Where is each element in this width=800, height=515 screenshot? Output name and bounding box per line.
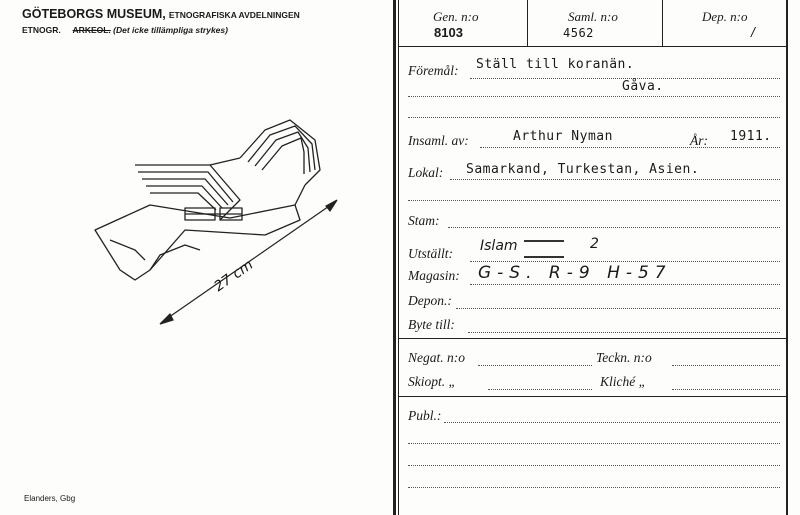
lower-rule — [398, 396, 787, 397]
kliche-line — [672, 389, 780, 390]
lokal-line — [450, 179, 780, 180]
saml-label: Saml. n:o — [568, 9, 618, 24]
museum-name: GÖTEBORGS MUSEUM, — [22, 7, 166, 21]
number-divider-1 — [527, 0, 528, 47]
utstallt-line — [470, 261, 780, 262]
kliche-label: Kliché „ — [600, 374, 647, 389]
dep-value: / — [751, 24, 755, 40]
publ-label: Publ.: — [408, 408, 442, 423]
strikeout-scribble — [524, 240, 564, 258]
department-name: ETNOGRAFISKA AVDELNINGEN — [168, 10, 300, 20]
lokal-line-2 — [408, 200, 780, 201]
gen-label: Gen. n:o — [433, 9, 479, 24]
header-subline — [22, 25, 228, 35]
depon-line — [456, 308, 780, 309]
publ-line-4 — [408, 487, 780, 488]
publ-line-3 — [408, 465, 780, 466]
byte-label: Byte till: — [408, 317, 455, 332]
ar-label: År: — [690, 133, 708, 148]
right-rule — [786, 0, 788, 515]
foremal-value: Ställ till koranän. — [476, 57, 635, 72]
museum-header — [22, 7, 300, 21]
magasin-label: Magasin: — [408, 268, 460, 283]
insaml-value: Arthur Nyman — [513, 129, 613, 144]
ar-value: 1911. — [730, 129, 772, 144]
number-bottom-rule — [398, 46, 787, 47]
foremal-line-2 — [408, 96, 780, 97]
insaml-label: Insaml. av: — [408, 133, 469, 148]
middle-rule — [398, 338, 787, 339]
utstallt-extra: 2 — [590, 236, 599, 252]
byte-line — [468, 332, 780, 333]
skiopt-label: Skiopt. „ — [408, 374, 457, 389]
magasin-value: G-S. R-9 H-57 — [478, 263, 672, 283]
lokal-value: Samarkand, Turkestan, Asien. — [466, 162, 700, 177]
negat-line — [478, 365, 592, 366]
skiopt-line — [488, 389, 592, 390]
stam-line — [448, 227, 780, 228]
left-rule — [393, 0, 396, 515]
insaml-line — [480, 147, 780, 148]
left-rule-inner — [398, 0, 399, 515]
foremal-value-2: Gåva. — [622, 79, 664, 94]
gen-value: 8103 — [434, 25, 463, 40]
negat-label: Negat. n:o — [408, 350, 465, 365]
lokal-label: Lokal: — [408, 165, 444, 180]
printer-label: Elanders, Gbg — [24, 494, 76, 503]
publ-line-2 — [408, 443, 780, 444]
saml-value: 4562 — [563, 26, 594, 40]
strike-note: (Det icke tillämpliga strykes) — [113, 25, 228, 35]
etnogr-label: ETNOGR. — [22, 25, 61, 35]
utstallt-value: Islam — [480, 238, 518, 254]
measure-label: 27 cm — [211, 256, 257, 296]
foremal-label: Föremål: — [408, 63, 459, 78]
arkeol-label: ARKEOL. — [72, 25, 111, 35]
teckn-line — [672, 365, 780, 366]
stam-label: Stam: — [408, 213, 440, 228]
foremal-line-3 — [408, 117, 780, 118]
magasin-line — [470, 284, 780, 285]
publ-line-1 — [444, 422, 780, 423]
utstallt-label: Utställt: — [408, 246, 454, 261]
dep-label: Dep. n:o — [702, 9, 748, 24]
koran-stand-drawing — [90, 110, 390, 330]
depon-label: Depon.: — [408, 293, 452, 308]
teckn-label: Teckn. n:o — [596, 350, 652, 365]
number-divider-2 — [662, 0, 663, 47]
